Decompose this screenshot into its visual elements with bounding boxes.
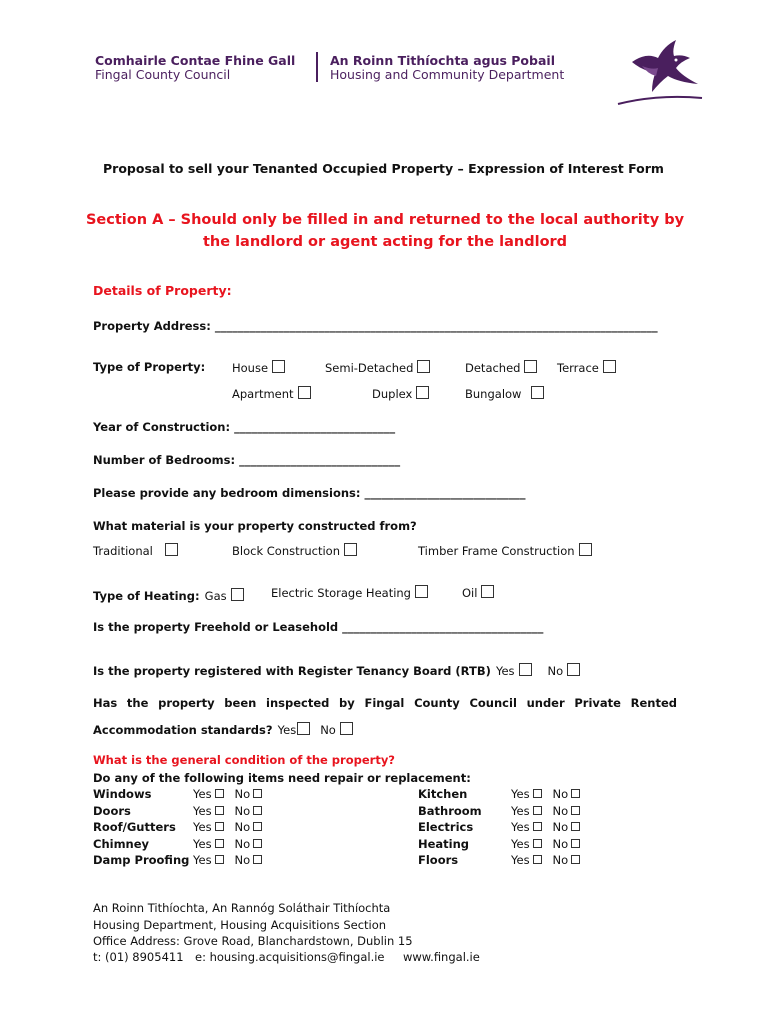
option-detached-label: Detached <box>465 361 521 375</box>
rtb-no-label: No <box>547 664 564 678</box>
electrics-no-checkbox[interactable] <box>571 822 580 831</box>
rtb-yes-label: Yes <box>495 664 515 678</box>
option-bungalow <box>465 386 544 401</box>
inspected-question-line1: Has the property been inspected by Fingal County Council under Private Rented <box>93 696 677 710</box>
option-timber-frame <box>418 543 592 558</box>
electrics-yes-checkbox[interactable] <box>533 822 542 831</box>
doors-yes-checkbox[interactable] <box>215 806 224 815</box>
form-title: Proposal to sell your Tenanted Occupied Property – Expression of Interest Form <box>103 161 664 176</box>
repair-item-bathroom: Bathroom <box>418 804 482 818</box>
repair-item-chimney: Chimney <box>93 837 150 851</box>
council-name-english: Fingal County Council <box>95 67 231 82</box>
heating-label: Type of Heating: <box>93 589 200 603</box>
option-duplex <box>372 386 429 401</box>
option-traditional-label: Traditional <box>93 544 153 558</box>
department-name-english: Housing and Community Department <box>330 67 565 82</box>
bedroom-dimensions-field[interactable]: Please provide any bedroom dimensions: ____________________________ <box>93 486 526 500</box>
kitchen-no-checkbox[interactable] <box>571 789 580 798</box>
apartment-checkbox[interactable] <box>298 386 311 399</box>
repair-item-windows: Windows <box>93 787 152 801</box>
oil-checkbox[interactable] <box>481 585 494 598</box>
heating-row <box>93 585 244 604</box>
option-block-label: Block Construction <box>232 544 340 558</box>
inspected-yes-label: Yes <box>277 723 297 737</box>
windows-no-checkbox[interactable] <box>253 789 262 798</box>
no-label: No <box>552 820 569 834</box>
option-house-label: House <box>232 361 269 375</box>
bathroom-yes-checkbox[interactable] <box>533 806 542 815</box>
option-house <box>232 360 285 375</box>
floors-yes-no <box>511 853 580 867</box>
option-block-construction <box>232 543 357 558</box>
inspected-row <box>93 719 353 738</box>
inspected-no-checkbox[interactable] <box>340 722 353 735</box>
block-construction-checkbox[interactable] <box>344 543 357 556</box>
material-question: What material is your property constructed from? <box>93 519 417 533</box>
doors-no-checkbox[interactable] <box>253 806 262 815</box>
option-gas-label: Gas <box>204 589 227 603</box>
inspected-no-label: No <box>320 723 336 737</box>
rtb-label: Is the property registered with Register Tenancy Board (RTB) <box>93 664 491 678</box>
heating-yes-no <box>511 837 580 851</box>
floors-no-checkbox[interactable] <box>571 855 580 864</box>
no-label: No <box>234 820 251 834</box>
repair-item-electrics: Electrics <box>418 820 474 834</box>
no-label: No <box>234 787 251 801</box>
yes-label: Yes <box>193 804 212 818</box>
bathroom-no-checkbox[interactable] <box>571 806 580 815</box>
repair-item-damp: Damp Proofing <box>93 853 190 867</box>
freehold-leasehold-field[interactable]: Is the property Freehold or Leasehold ___________________________________ <box>93 620 544 634</box>
details-heading: Details of Property: <box>93 283 232 298</box>
roof-yes-checkbox[interactable] <box>215 822 224 831</box>
yes-label: Yes <box>193 820 212 834</box>
no-label: No <box>552 787 569 801</box>
inspected-question-line2: Accommodation standards? <box>93 723 273 737</box>
footer-line-department: Housing Department, Housing Acquisitions Section <box>93 918 387 932</box>
roof-no-checkbox[interactable] <box>253 822 262 831</box>
no-label: No <box>234 853 251 867</box>
yes-label: Yes <box>511 804 530 818</box>
footer-address: Office Address: Grove Road, Blanchardstown, Dublin 15 <box>93 934 413 948</box>
repair-item-heating: Heating <box>418 837 470 851</box>
detached-checkbox[interactable] <box>524 360 537 373</box>
option-electric-label: Electric Storage Heating <box>271 586 411 600</box>
footer-website[interactable]: www.fingal.ie <box>403 950 480 964</box>
no-label: No <box>234 804 251 818</box>
option-oil-label: Oil <box>462 586 478 600</box>
repair-item-roof: Roof/Gutters <box>93 820 176 834</box>
option-apartment-label: Apartment <box>232 387 294 401</box>
chimney-yes-checkbox[interactable] <box>215 839 224 848</box>
council-name-irish: Comhairle Contae Fhine Gall <box>95 53 296 68</box>
eagle-logo-icon <box>612 36 704 112</box>
option-timber-label: Timber Frame Construction <box>418 544 575 558</box>
type-of-property-label: Type of Property: <box>93 360 206 374</box>
condition-heading: What is the general condition of the property? <box>93 753 395 767</box>
bungalow-checkbox[interactable] <box>531 386 544 399</box>
option-semi-label: Semi-Detached <box>325 361 414 375</box>
damp-yes-no <box>193 853 262 867</box>
no-label: No <box>234 837 251 851</box>
option-bungalow-label: Bungalow <box>465 387 522 401</box>
section-a-heading-line1: Section A – Should only be filled in and returned to the local authority by <box>85 212 685 228</box>
option-duplex-label: Duplex <box>372 387 413 401</box>
footer-line-irish: An Roinn Tithíochta, An Rannóg Soláthair Tithíochta <box>93 901 391 915</box>
doors-yes-no <box>193 804 262 818</box>
department-name-irish: An Roinn Tithíochta agus Pobail <box>330 53 555 68</box>
repair-item-floors: Floors <box>418 853 459 867</box>
windows-yes-checkbox[interactable] <box>215 789 224 798</box>
year-of-construction-field[interactable]: Year of Construction: ____________________________ <box>93 420 396 434</box>
yes-label: Yes <box>511 787 530 801</box>
windows-yes-no <box>193 787 262 801</box>
yes-label: Yes <box>193 837 212 851</box>
section-a-heading-line2: the landlord or agent acting for the landlord <box>202 234 568 250</box>
gas-checkbox[interactable] <box>231 588 244 601</box>
footer-phone: t: (01) 8905411 <box>93 950 184 964</box>
floors-yes-checkbox[interactable] <box>533 855 542 864</box>
yes-label: Yes <box>511 853 530 867</box>
damp-no-checkbox[interactable] <box>253 855 262 864</box>
inspected-yes-checkbox[interactable] <box>297 722 310 735</box>
electrics-yes-no <box>511 820 580 834</box>
number-of-bedrooms-field[interactable]: Number of Bedrooms: ____________________________ <box>93 453 401 467</box>
yes-label: Yes <box>193 787 212 801</box>
repair-item-doors: Doors <box>93 804 131 818</box>
bathroom-yes-no <box>511 804 580 818</box>
no-label: No <box>552 804 569 818</box>
terrace-checkbox[interactable] <box>603 360 616 373</box>
yes-label: Yes <box>511 820 530 834</box>
yes-label: Yes <box>511 837 530 851</box>
yes-label: Yes <box>193 853 212 867</box>
semi-detached-checkbox[interactable] <box>417 360 430 373</box>
heating-yes-checkbox[interactable] <box>533 839 542 848</box>
rtb-no-checkbox[interactable] <box>567 663 580 676</box>
no-label: No <box>552 853 569 867</box>
no-label: No <box>552 837 569 851</box>
property-address-field[interactable]: Property Address: _____________________________________________________________________________ <box>93 319 658 333</box>
electric-storage-checkbox[interactable] <box>415 585 428 598</box>
header-divider <box>316 52 318 82</box>
house-checkbox[interactable] <box>272 360 285 373</box>
option-oil <box>462 585 494 600</box>
chimney-yes-no <box>193 837 262 851</box>
roof-yes-no <box>193 820 262 834</box>
repair-question: Do any of the following items need repair or replacement: <box>93 771 471 785</box>
footer-email[interactable]: e: housing.acquisitions@fingal.ie <box>195 950 385 964</box>
duplex-checkbox[interactable] <box>416 386 429 399</box>
damp-yes-checkbox[interactable] <box>215 855 224 864</box>
rtb-yes-checkbox[interactable] <box>519 663 532 676</box>
chimney-no-checkbox[interactable] <box>253 839 262 848</box>
heating-no-checkbox[interactable] <box>571 839 580 848</box>
option-electric-storage <box>271 585 428 600</box>
timber-frame-checkbox[interactable] <box>579 543 592 556</box>
option-terrace-label: Terrace <box>557 361 599 375</box>
repair-item-kitchen: Kitchen <box>418 787 468 801</box>
kitchen-yes-checkbox[interactable] <box>533 789 542 798</box>
option-detached <box>465 360 537 375</box>
option-traditional <box>93 543 178 558</box>
option-terrace <box>557 360 616 375</box>
option-semi-detached <box>325 360 430 375</box>
option-apartment <box>232 386 311 401</box>
kitchen-yes-no <box>511 787 580 801</box>
rtb-row <box>93 660 580 679</box>
traditional-checkbox[interactable] <box>165 543 178 556</box>
